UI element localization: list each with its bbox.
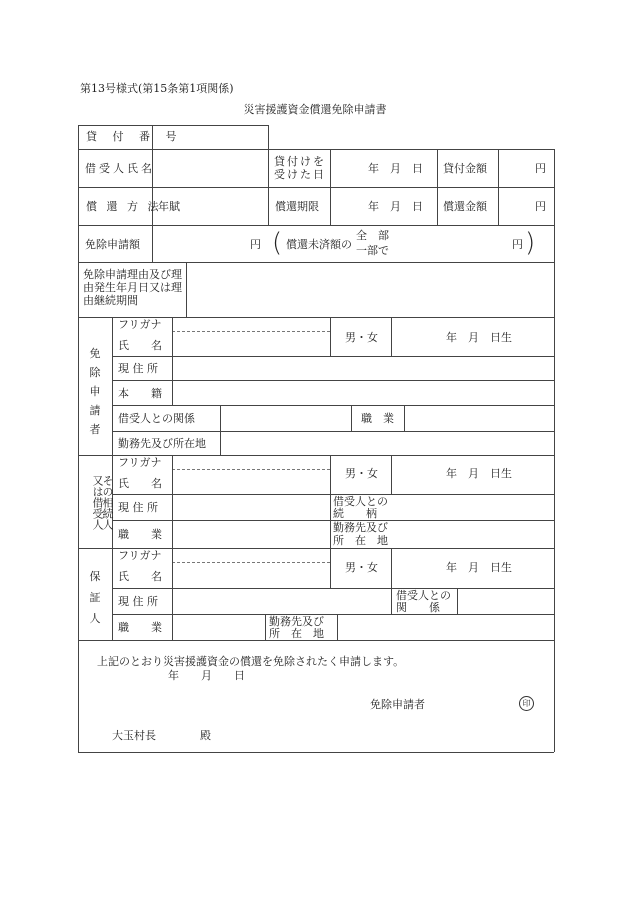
exemption-amount-label: 免除申請額 — [85, 238, 140, 251]
applicant-address-label: 現 住 所 — [118, 362, 158, 375]
heir-relation-label-2: 続 柄 — [333, 507, 377, 520]
heir-relation-label-1: 借受人との — [333, 495, 388, 508]
addressee: 大玉村長 — [112, 729, 156, 742]
applicant-furigana-label: フリガナ — [118, 318, 162, 331]
unpaid-yen[interactable]: 円 — [512, 238, 523, 251]
guarantor-workplace-label-2: 所 在 地 — [269, 627, 324, 640]
close-bracket: ) — [525, 228, 536, 258]
repayment-amount-label: 償還金額 — [443, 200, 487, 213]
loan-amount-yen[interactable]: 円 — [535, 162, 546, 175]
guarantor-furigana-label: フリガナ — [118, 549, 162, 562]
unpaid-all[interactable]: 全 部 — [356, 229, 389, 242]
borrower-name-field[interactable] — [153, 150, 267, 186]
loan-amount-label: 貸付金額 — [443, 162, 487, 175]
loan-number-label: 貸 付 番 号 — [86, 130, 183, 143]
loan-received-date-value[interactable]: 年 月 日 — [368, 162, 423, 175]
applicant-occupation-label: 職 業 — [361, 412, 394, 425]
guarantor-address-label: 現 住 所 — [118, 595, 158, 608]
statement-date[interactable]: 年 月 日 — [168, 669, 245, 682]
heir-occupation-label: 職 業 — [118, 528, 162, 541]
heir-name-label: 氏 名 — [118, 477, 162, 490]
document-title: 災害援護資金償還免除申請書 — [243, 103, 387, 116]
applicant-birthdate[interactable]: 年 月 日生 — [446, 331, 512, 344]
exemption-amount-yen[interactable]: 円 — [250, 238, 261, 251]
guarantor-birthdate[interactable]: 年 月 日生 — [446, 561, 512, 574]
form-number: 第13号様式(第15条第1項関係) — [80, 82, 234, 95]
applicant-relation-label: 借受人との関係 — [118, 412, 195, 425]
guarantor-name-label: 氏 名 — [118, 570, 162, 583]
honorific: 殿 — [200, 729, 211, 742]
loan-number-field[interactable] — [153, 126, 267, 148]
guarantor-relation-label-2: 関 係 — [396, 601, 440, 614]
heir-workplace-label-2: 所 在 地 — [333, 534, 388, 547]
loan-received-date-label: 貸付けを受けた日 — [274, 155, 326, 181]
heir-workplace-label-1: 勤務先及び — [333, 521, 388, 534]
reason-label: 免除申請理由及び理由発生年月日又は理由継続期間 — [83, 268, 182, 307]
applicant-name-label: 氏 名 — [118, 339, 162, 352]
guarantor-relation-label-1: 借受人との — [396, 589, 451, 602]
guarantor-gender[interactable]: 男・女 — [345, 561, 378, 574]
repayment-amount-yen[interactable]: 円 — [535, 200, 546, 213]
seal-mark: 印 — [519, 696, 534, 711]
heir-birthdate[interactable]: 年 月 日生 — [446, 467, 512, 480]
guarantor-workplace-label-1: 勤務先及び — [269, 615, 324, 628]
statement-text: 上記のとおり災害援護資金の償還を免除されたく申請します。 — [97, 655, 405, 668]
heir-group-label: その相続人又は借受人 — [91, 474, 114, 530]
repayment-method-value[interactable]: 年賦 — [158, 200, 180, 213]
heir-furigana-label: フリガナ — [118, 456, 162, 469]
guarantor-occupation-label: 職 業 — [118, 621, 162, 634]
repayment-method-label: 償 還 方 法 — [86, 200, 162, 213]
repayment-deadline-value[interactable]: 年 月 日 — [368, 200, 423, 213]
applicant-sign-label: 免除申請者 — [370, 698, 425, 711]
heir-address-label: 現 住 所 — [118, 501, 158, 514]
applicant-workplace-label: 勤務先及び所在地 — [118, 437, 206, 450]
applicant-group-label: 免除申請者 — [89, 347, 101, 436]
applicant-gender[interactable]: 男・女 — [345, 331, 378, 344]
heir-gender[interactable]: 男・女 — [345, 467, 378, 480]
reason-field[interactable] — [187, 263, 553, 316]
unpaid-part[interactable]: 一部で — [356, 244, 389, 257]
unpaid-label: 償還未済額の — [286, 238, 352, 251]
applicant-registry-label: 本 籍 — [118, 387, 162, 400]
applicant-name-field[interactable] — [173, 332, 329, 355]
open-bracket: ( — [272, 228, 283, 258]
guarantor-group-label: 保証人 — [89, 570, 101, 625]
borrower-name-label: 借受人氏名 — [85, 162, 155, 175]
repayment-deadline-label: 償還期限 — [275, 200, 319, 213]
